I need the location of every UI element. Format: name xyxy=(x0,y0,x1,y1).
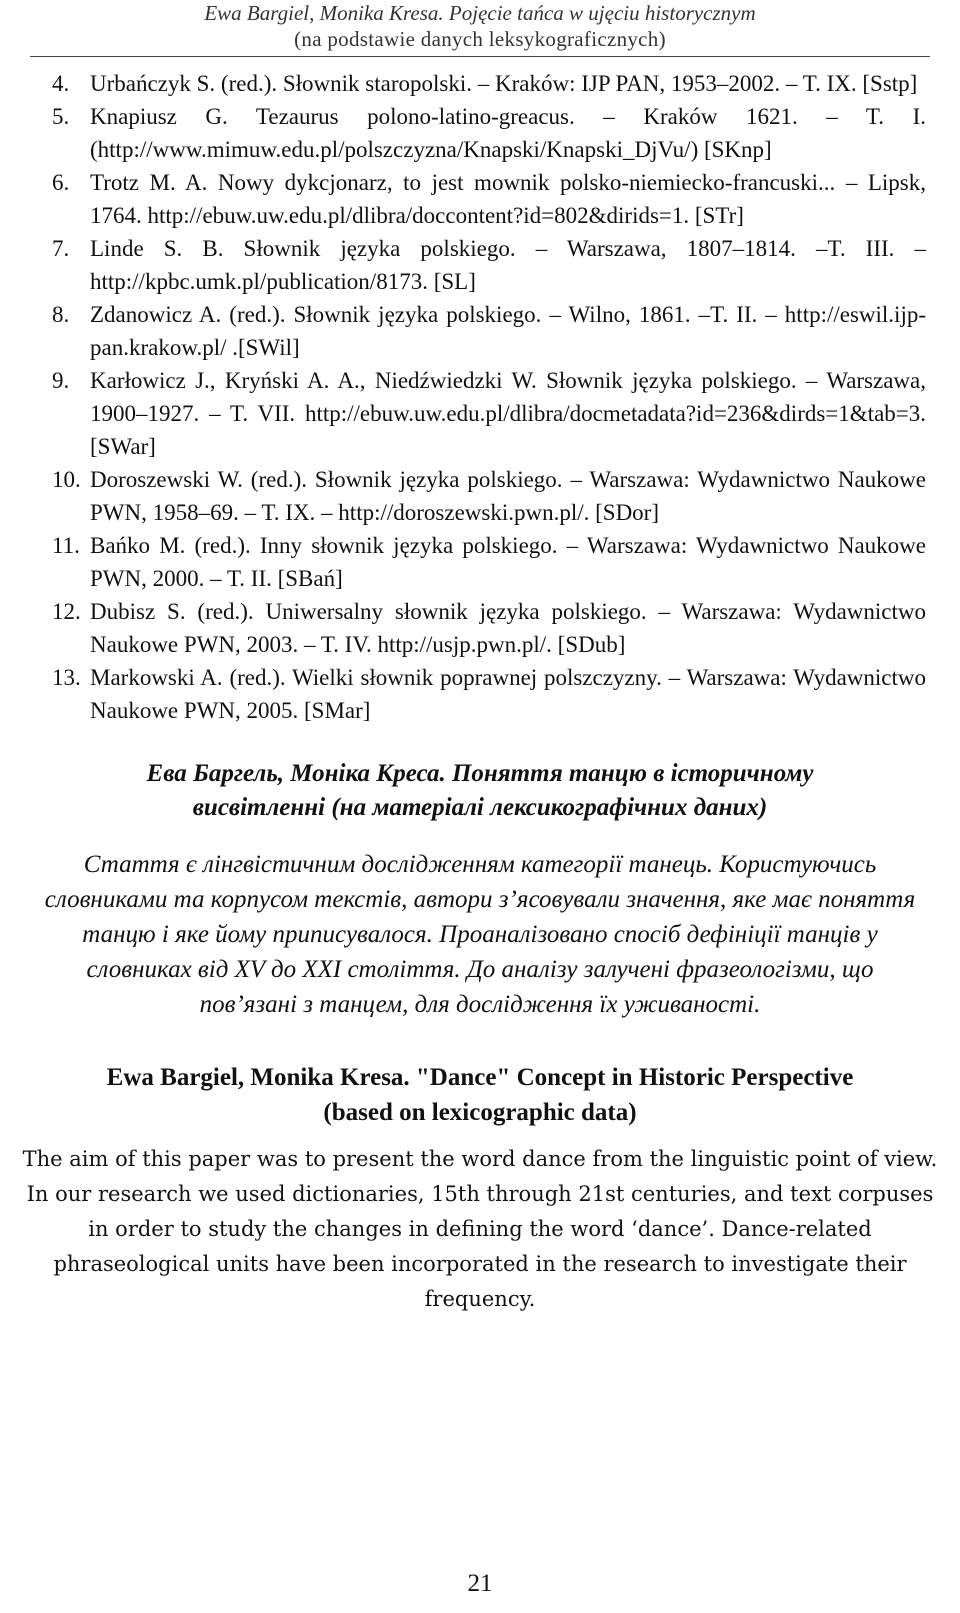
ukrainian-title xyxy=(0,757,960,825)
reference-text: Karłowicz J., Kryński A. A., Niedźwiedzki W. Słownik języka polskiego. – Warszawa, 1900–1927. – T. VII. http://ebuw.uw.edu.pl/dlibra/docmetadata?id=236&dirds=1&tab=3. [SWar] xyxy=(90,368,926,459)
reference-item xyxy=(0,661,960,727)
reference-text: Knapiusz G. Tezaurus polono-latino-greacus. – Kraków 1621. – T. I. (http://www.mimuw.edu.pl/polszczyzna/Knapski/Knapski_DjVu/) [SKnp] xyxy=(90,104,926,162)
english-title xyxy=(0,1060,960,1130)
header-rule xyxy=(30,56,930,57)
reference-item xyxy=(0,463,960,529)
reference-number: 6. xyxy=(52,170,70,195)
reference-number: 10. xyxy=(52,467,81,492)
reference-text: Dubisz S. (red.). Uniwersalny słownik języka polskiego. – Warszawa: Wydawnictwo Naukowe PWN, 2003. – T. IV. http://usjp.pwn.pl/. [SDub] xyxy=(90,599,926,657)
english-title-line-1: Ewa Bargiel, Monika Kresa. "Dance" Concept in Historic Perspective xyxy=(106,1064,854,1091)
reference-item xyxy=(0,166,960,232)
reference-number: 8. xyxy=(52,302,70,327)
header-line-1: Ewa Bargiel, Monika Kresa. Pojęcie tańca w ujęciu historycznym xyxy=(204,1,756,25)
reference-item xyxy=(0,298,960,364)
ukrainian-title-line-2: висвітленні (на матеріалі лексикографічних даних) xyxy=(192,794,768,821)
reference-number: 5. xyxy=(52,104,70,129)
reference-number: 12. xyxy=(52,599,81,624)
reference-text: Linde S. B. Słownik języka polskiego. – Warszawa, 1807–1814. –T. III. – http://kpbc.umk.pl/publication/8173. [SL] xyxy=(90,236,926,294)
reference-text: Urbańczyk S. (red.). Słownik staropolski. – Kraków: IJP PAN, 1953–2002. – T. IX. [Sstp] xyxy=(90,71,918,96)
running-header xyxy=(0,0,960,52)
reference-text: Zdanowicz A. (red.). Słownik języka polskiego. – Wilno, 1861. –T. II. – http://eswil.ijp-pan.krakow.pl/ .[SWil] xyxy=(90,302,926,360)
reference-item xyxy=(0,364,960,463)
reference-number: 11. xyxy=(52,533,80,558)
reference-number: 7. xyxy=(52,236,70,261)
english-abstract: The aim of this paper was to present the word dance from the linguistic point of view. In our research we used dictionaries, 15th through 21st centuries, and text corpuses in order to study the changes in defining the word ‘dance’. Dance-related phraseological units have been incorporated in the research to investigate their frequency. xyxy=(22,1147,938,1311)
reference-item xyxy=(0,100,960,166)
english-title-line-2: (based on lexicographic data) xyxy=(323,1099,637,1126)
reference-item xyxy=(0,529,960,595)
reference-number: 4. xyxy=(52,71,70,96)
header-line-2: (na podstawie danych leksykograficznych) xyxy=(294,27,666,51)
reference-text: Bańko M. (red.). Inny słownik języka polskiego. – Warszawa: Wydawnictwo Naukowe PWN, 2000. – T. II. [SBań] xyxy=(90,533,926,591)
reference-item xyxy=(0,232,960,298)
reference-item xyxy=(0,595,960,661)
reference-text: Trotz M. A. Nowy dykcjonarz, to jest mownik polsko-niemiecko-francuski... – Lipsk, 1764. http://ebuw.uw.edu.pl/dlibra/doccontent?id=802&dirids=1. [STr] xyxy=(90,170,926,228)
reference-list xyxy=(0,67,960,727)
ukrainian-title-line-1: Ева Баргель, Моніка Креса. Поняття танцю в історичному xyxy=(146,760,814,787)
reference-number: 13. xyxy=(52,665,81,690)
reference-item xyxy=(0,67,960,100)
page-number: 21 xyxy=(467,1570,493,1597)
reference-text: Doroszewski W. (red.). Słownik języka polskiego. – Warszawa: Wydawnictwo Naukowe PWN, 1958–69. – T. IX. – http://doroszewski.pwn.pl/. [SDor] xyxy=(90,467,926,525)
reference-text: Markowski A. (red.). Wielki słownik poprawnej polszczyzny. – Warszawa: Wydawnictwo Naukowe PWN, 2005. [SMar] xyxy=(90,665,926,723)
reference-number: 9. xyxy=(52,368,70,393)
ukrainian-abstract: Стаття є лінгвістичним дослідженням категорії танець. Користуючись словниками та корпусом текстів, автори з’ясовували значення, яке має поняття танцю і яке йому приписувалося. Проаналізовано спосіб дефініції танців у словниках від XV до XXI століття. До аналізу залучені фразеологізми, що пов’язані з танцем, для дослідження їх уживаності. xyxy=(44,851,916,1018)
